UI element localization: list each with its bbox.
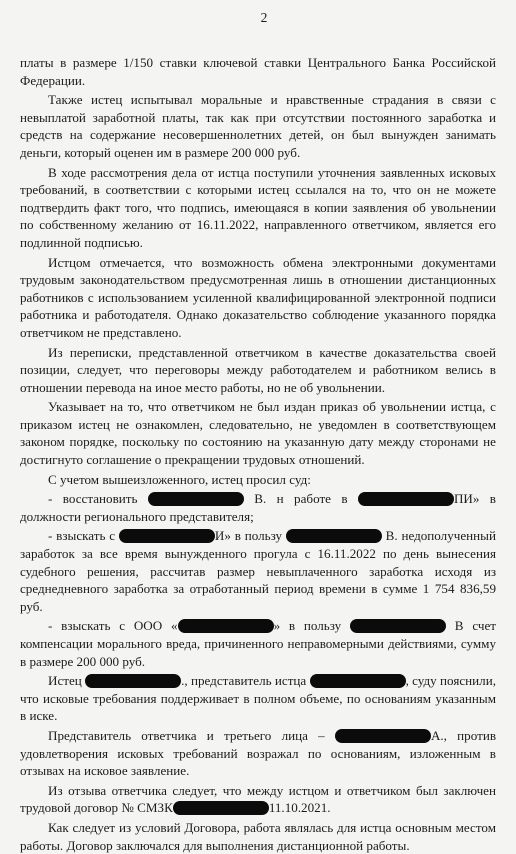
paragraph: Из переписки, представленной ответчиком в качестве доказательства своей позиции, следует, что переговоры между работодателем и работником велись в отношении перевода на иное место работы, но не об увольнении. [20, 344, 496, 395]
page-number: 2 [260, 10, 268, 25]
redaction-mark [178, 619, 274, 633]
document-body [20, 54, 496, 854]
paragraph: - восстановить В. н работе в ПИ» в должности регионального представителя; [20, 491, 496, 524]
redaction-mark [148, 492, 244, 506]
paragraph: - взыскать с И» в пользу В. недополученный заработок за все время вынужденного прогула с 16.11.2022 по день вынесения судебного решения, рассчитав размер невыплаченного заработка исходя из среднедневного заработка за отработанный период времени в сумме 1 754 836,59 руб. [20, 528, 496, 614]
redaction-mark [173, 801, 269, 815]
redaction-mark [310, 674, 406, 688]
redaction-mark [335, 729, 431, 743]
paragraph: В ходе рассмотрения дела от истца поступили уточнения заявленных исковых требований, в соответствии с которыми истец ссылался на то, что он не можете подтвердить факт того, что подпись, имеющаяся в копии заявления об увольнении по собственному желанию от 16.11.2022, направленного ответчиком, является его подлинной подписью. [20, 164, 496, 250]
paragraph: Указывает на то, что ответчиком не был издан приказ об увольнении истца, с приказом истец не ознакомлен, следовательно, не уведомлен в соответствующем законом порядке, поскольку по состоянию на указанную дату между сторонами не достигнуто соглашение о прекращении трудовых отношений. [20, 399, 496, 468]
paragraph: Истец ., представитель истца , суду пояснили, что исковые требования поддерживает в полном объеме, по основаниям указанным в иске. [20, 673, 496, 724]
paragraph: Также истец испытывал моральные и нравственные страдания в связи с невыплатой заработной платы, так как при отсутствии постоянного заработка и средств на содержание несовершеннолетних детей, он был вынужден занимать деньги, который оценен им в размере 200 000 руб. [20, 92, 496, 160]
paragraph: С учетом вышеизложенного, истец просил суд: [48, 471, 311, 487]
redaction-mark [350, 619, 446, 633]
paragraph: Представитель ответчика и третьего лица – А., против удовлетворения исковых требований возражал по основаниям, изложенным в отзывах на исковое заявление. [20, 727, 497, 779]
paragraph: платы в размере 1/150 ставки ключевой ставки Центрального Банка Российской Федерации. [20, 55, 496, 88]
redaction-mark [286, 529, 382, 543]
paragraph: Истцом отмечается, что возможность обмена электронными документами трудовым законодательством предусмотренная лишь в отношении дистанционных работников с использованием усиленной квалифицированной электронной подписи работника и работодателя. Однако доказательство соблюдение указанного порядка ответчиком не представлено. [20, 254, 496, 340]
redaction-mark [85, 674, 181, 688]
redaction-mark [119, 529, 215, 543]
paragraph: - взыскать с ООО « » в пользу В счет компенсации морального вреда, причиненного неправомерными действиями, сумму в размере 200 000 руб. [20, 618, 497, 669]
redaction-mark [358, 492, 454, 506]
paragraph: Из отзыва ответчика следует, что между истцом и ответчиком был заключен трудовой договор № СМЗК 11.10.2021. [20, 782, 496, 816]
paragraph: Как следует из условий Договора, работа являлась для истца основным местом работы. Договор заключался для выполнения дистанционной работы. [20, 819, 496, 853]
